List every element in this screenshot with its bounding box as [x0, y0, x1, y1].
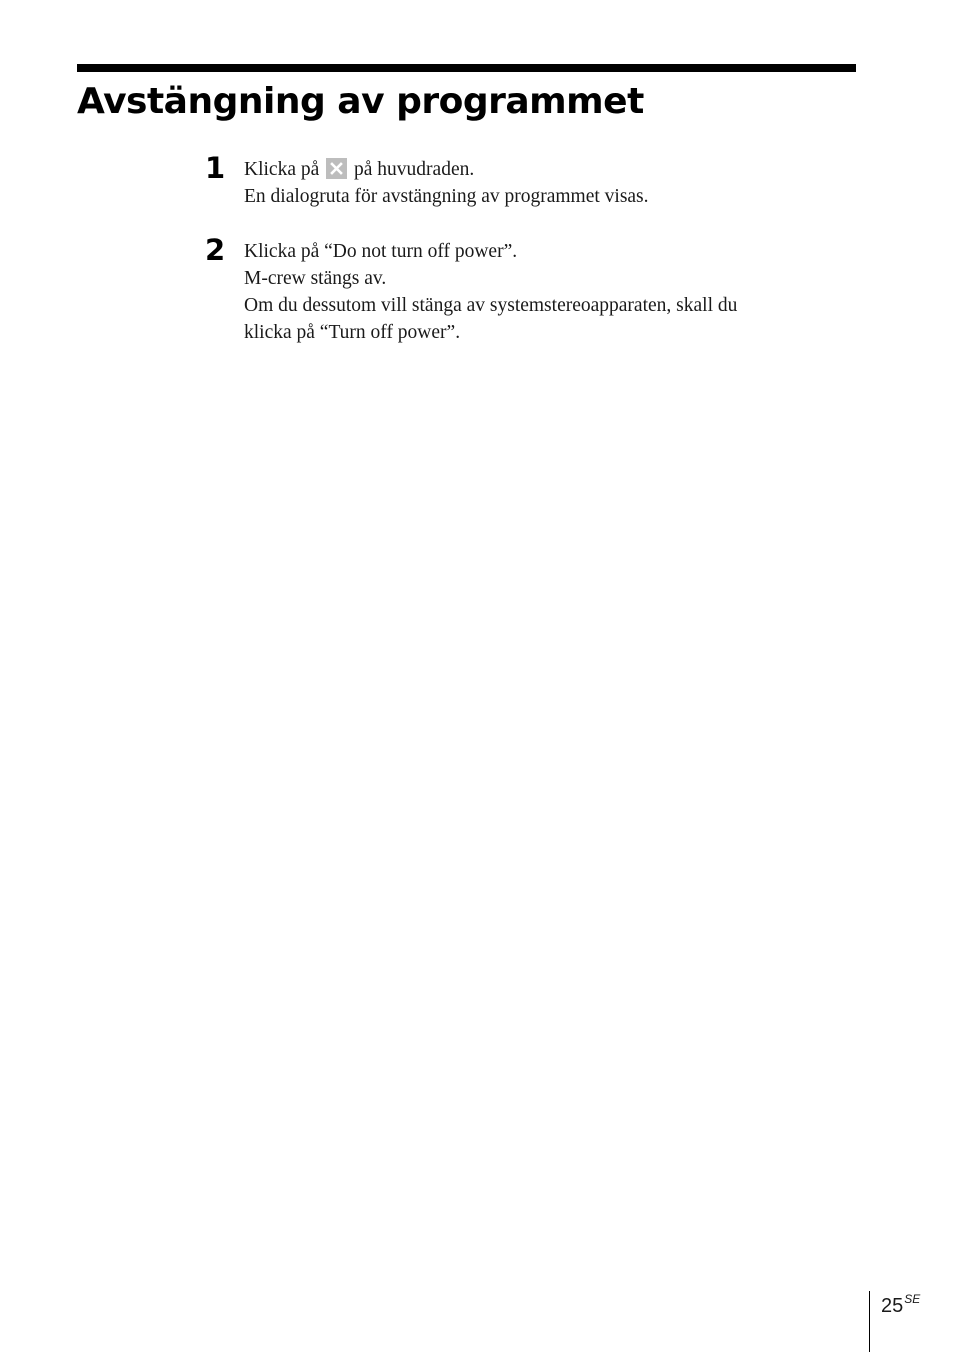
step-body: [244, 156, 844, 210]
step-line: En dialogruta för avstängning av programmet visas.: [244, 186, 649, 207]
step-number: 2: [205, 233, 226, 267]
page-title: Avstängning av programmet: [77, 81, 644, 122]
step-line: M-crew stängs av.: [244, 268, 387, 289]
page-number-value: 25: [881, 1295, 904, 1317]
step-line: Om du dessutom vill stänga av systemstereoapparaten, skall du: [244, 295, 738, 316]
title-rule: [77, 64, 856, 72]
step-line: Klicka på “Do not turn off power”.: [244, 241, 518, 262]
page-number: [881, 1287, 920, 1318]
step-text: Klicka på: [244, 159, 320, 180]
close-icon: [326, 158, 347, 179]
step-line: klicka på “Turn off power”.: [244, 322, 461, 343]
page-language-suffix: SE: [904, 1292, 921, 1306]
step-body: [244, 238, 844, 346]
footer-rule: [869, 1291, 870, 1352]
step-text: på huvudraden.: [354, 159, 475, 180]
step-number: 1: [205, 151, 226, 185]
step-line: [244, 156, 844, 183]
